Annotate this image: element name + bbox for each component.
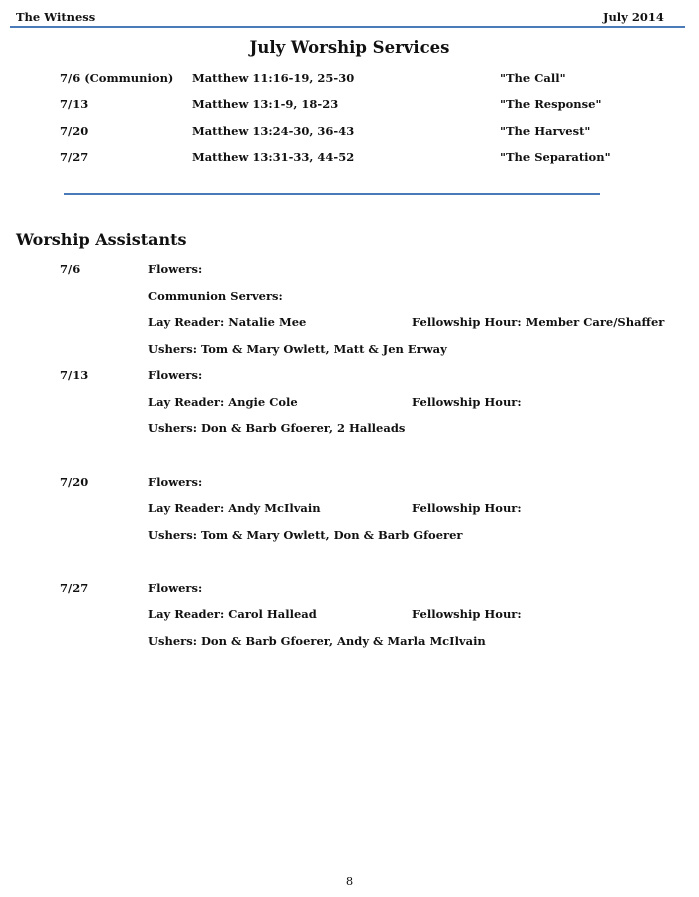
ushers: Ushers: Don & Barb Gfoerer, 2 Halleads — [148, 421, 406, 435]
communion-servers-label: Communion Servers: — [148, 289, 283, 303]
service-date: 7/27 — [60, 150, 89, 164]
flowers-label: Flowers: — [148, 262, 203, 276]
service-reading: Matthew 13:31-33, 44-52 — [192, 150, 355, 164]
section-divider — [64, 193, 600, 195]
lay-reader: Lay Reader: Carol Hallead — [148, 607, 317, 621]
service-theme: "The Call" — [500, 71, 566, 85]
week-date: 7/13 — [60, 368, 89, 382]
lay-reader: Lay Reader: Natalie Mee — [148, 315, 307, 329]
service-theme: "The Response" — [500, 97, 602, 111]
service-reading: Matthew 11:16-19, 25-30 — [192, 71, 355, 85]
service-reading: Matthew 13:24-30, 36-43 — [192, 124, 355, 138]
fellowship-hour: Fellowship Hour: — [412, 607, 522, 621]
week-date: 7/27 — [60, 581, 89, 595]
lay-reader: Lay Reader: Andy McIlvain — [148, 501, 321, 515]
issue-date: July 2014 — [603, 10, 664, 24]
service-reading: Matthew 13:1-9, 18-23 — [192, 97, 339, 111]
services-title: July Worship Services — [249, 38, 450, 57]
service-theme: "The Harvest" — [500, 124, 591, 138]
assistants-title: Worship Assistants — [16, 230, 187, 249]
ushers: Ushers: Tom & Mary Owlett, Don & Barb Gfoerer — [148, 528, 463, 542]
ushers: Ushers: Tom & Mary Owlett, Matt & Jen Erway — [148, 342, 447, 356]
page-number: 8 — [345, 874, 354, 888]
week-date: 7/6 — [60, 262, 81, 276]
flowers-label: Flowers: — [148, 581, 203, 595]
fellowship-hour: Fellowship Hour: — [412, 395, 522, 409]
service-date: 7/20 — [60, 124, 89, 138]
service-date: 7/6 (Communion) — [60, 71, 174, 85]
lay-reader: Lay Reader: Angie Cole — [148, 395, 298, 409]
header-divider — [10, 26, 685, 28]
fellowship-hour: Fellowship Hour: — [412, 501, 522, 515]
newsletter-name: The Witness — [16, 10, 96, 24]
flowers-label: Flowers: — [148, 475, 203, 489]
fellowship-hour: Fellowship Hour: Member Care/Shaffer — [412, 315, 665, 329]
service-theme: "The Separation" — [500, 150, 611, 164]
ushers: Ushers: Don & Barb Gfoerer, Andy & Marla McIlvain — [148, 634, 486, 648]
flowers-label: Flowers: — [148, 368, 203, 382]
week-date: 7/20 — [60, 475, 89, 489]
service-date: 7/13 — [60, 97, 89, 111]
